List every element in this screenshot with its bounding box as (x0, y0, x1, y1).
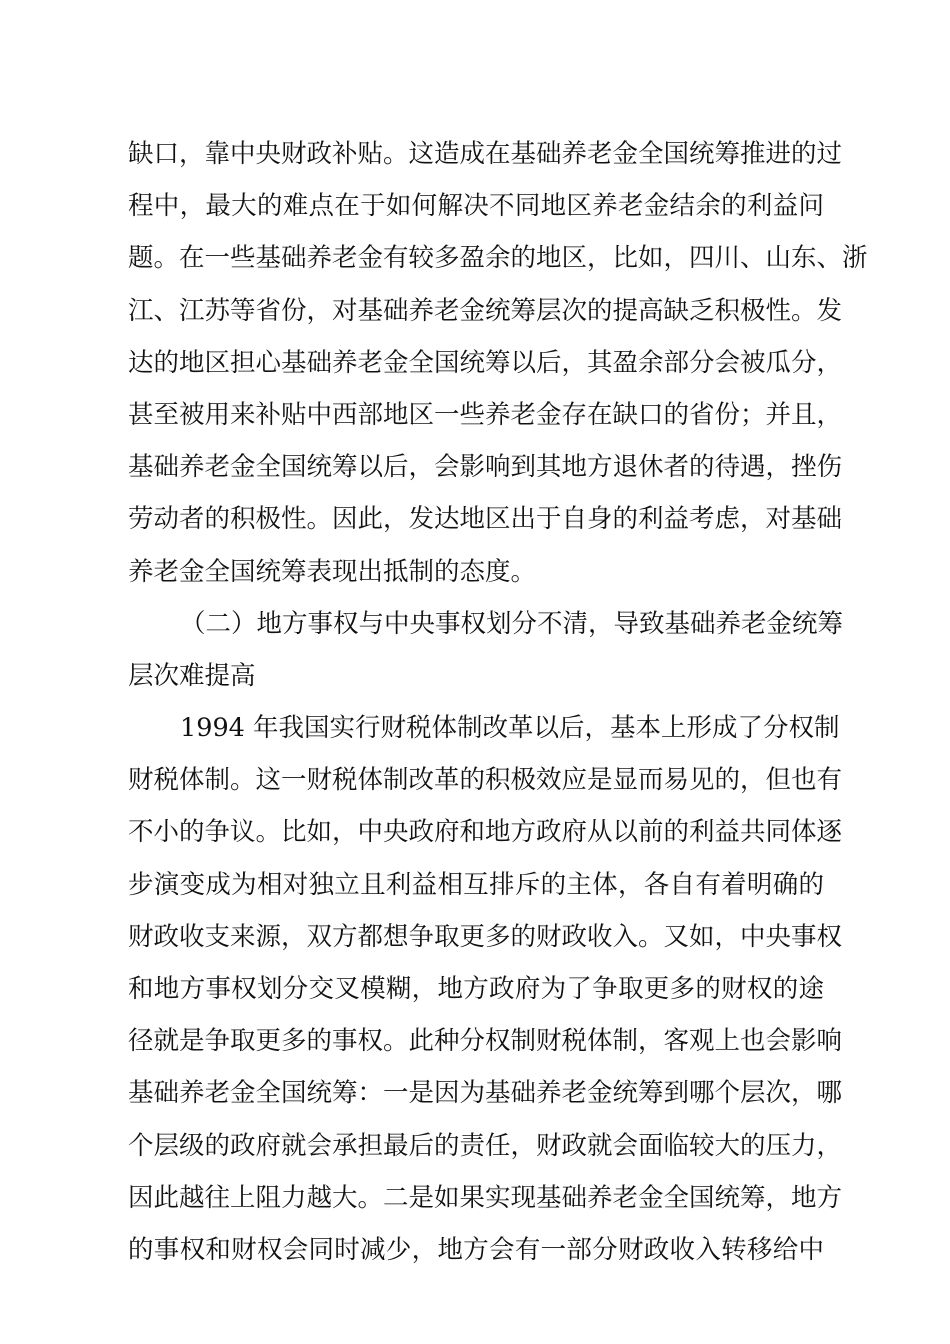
text-line: 劳动者的积极性。因此，发达地区出于自身的利益考虑，对基础 (128, 504, 843, 535)
text-line: 缺口，靠中央财政补贴。这造成在基础养老金全国统筹推进的过 (128, 139, 843, 169)
text-line: 步演变成为相对独立且利益相互排斥的主体，各自有着明确的 (128, 869, 824, 900)
text-line: 基础养老金全国统筹以后，会影响到其地方退休者的待遇，挫伤 (128, 452, 843, 483)
text-line: 不小的争议。比如，中央政府和地方政府从以前的利益共同体逐 (128, 817, 843, 848)
text-line: 因此越往上阻力越大。二是如果实现基础养老金全国统筹，地方 (128, 1182, 843, 1213)
text-line: 达的地区担心基础养老金全国统筹以后，其盈余部分会被瓜分， (128, 347, 843, 378)
section-heading-line: （二）地方事权与中央事权划分不清，导致基础养老金统筹 (180, 608, 844, 639)
text-line: 财政收支来源，双方都想争取更多的财政收入。又如，中央事权 (128, 921, 843, 952)
section-heading-last-line: 层次难提高 (128, 660, 256, 691)
body-text (128, 128, 868, 1276)
text-line: 江、江苏等省份，对基础养老金统筹层次的提高缺乏积极性。发 (128, 295, 843, 326)
text-line: 的事权和财权会同时减少，地方会有一部分财政收入转移给中 (128, 1234, 824, 1265)
text-line: 程中，最大的难点在于如何解决不同地区养老金结余的利益问 (128, 191, 824, 222)
text-line: 甚至被用来补贴中西部地区一些养老金存在缺口的省份；并且， (128, 399, 843, 430)
paragraph-first-line: 1994 年我国实行财税体制改革以后，基本上形成了分权制 (180, 713, 840, 744)
paragraph-last-line: 养老金全国统筹表现出抵制的态度。 (128, 556, 537, 587)
text-line: 题。在一些基础养老金有较多盈余的地区，比如，四川、山东、浙 (128, 243, 868, 274)
text-line: 基础养老金全国统筹：一是因为基础养老金统筹到哪个层次，哪 (128, 1078, 843, 1109)
text-line: 个层级的政府就会承担最后的责任，财政就会面临较大的压力， (128, 1130, 843, 1161)
text-line: 和地方事权划分交叉模糊，地方政府为了争取更多的财权的途 (128, 974, 824, 1004)
text-line: 财税体制。这一财税体制改革的积极效应是显而易见的，但也有 (128, 765, 843, 796)
text-line: 径就是争取更多的事权。此种分权制财税体制，客观上也会影响 (128, 1026, 843, 1057)
